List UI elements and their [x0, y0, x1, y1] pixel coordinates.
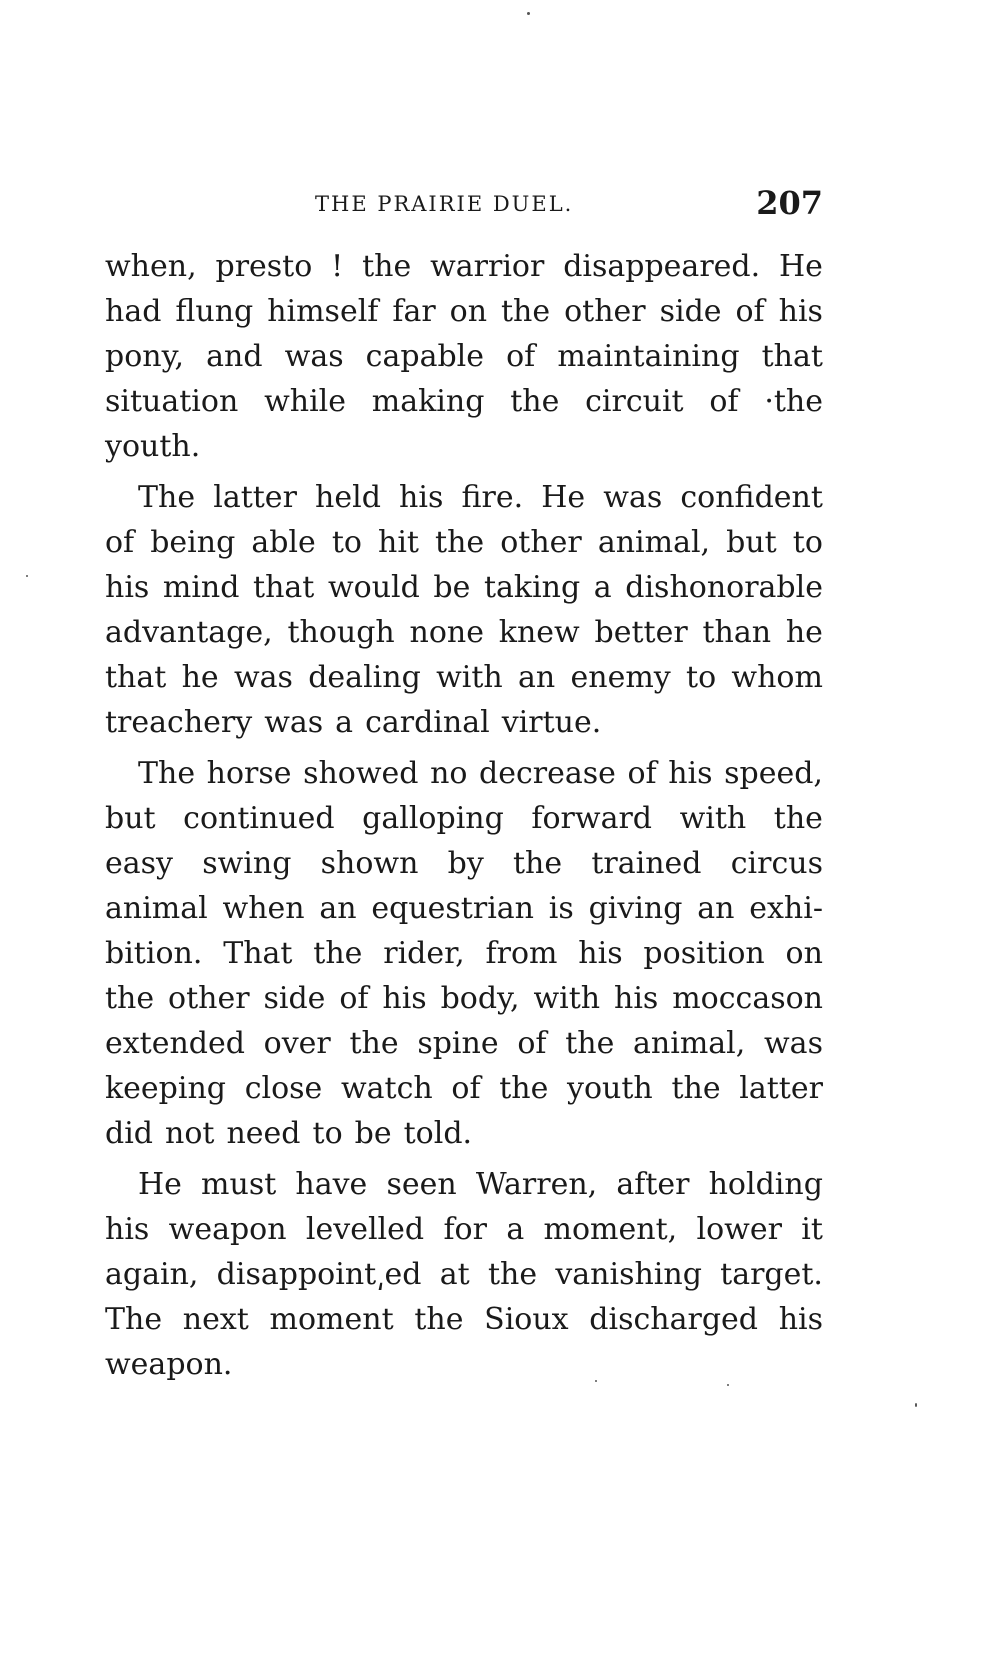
word: his: [105, 570, 150, 605]
word: that: [253, 570, 315, 605]
text-line: [105, 475, 823, 520]
word: hit: [378, 525, 419, 560]
text-line: [105, 1342, 823, 1387]
word: after: [616, 1167, 690, 1202]
word: had: [105, 294, 162, 329]
word: with: [436, 660, 503, 695]
text-line: [105, 1066, 823, 1111]
word: equestrian: [371, 891, 535, 926]
word: mind: [162, 570, 240, 605]
word: animal,: [597, 525, 711, 560]
text-line: [105, 1207, 823, 1252]
word: for: [443, 1212, 487, 1247]
word: horse: [206, 756, 292, 791]
word: a: [335, 705, 354, 740]
word: over: [263, 1026, 331, 1061]
word: the: [499, 1071, 549, 1106]
word: to: [331, 525, 362, 560]
body-text: [105, 244, 823, 1387]
word: flung: [175, 294, 254, 329]
text-line: [105, 931, 823, 976]
word: easy: [105, 846, 173, 881]
word: being: [150, 525, 236, 560]
word: was: [764, 1026, 823, 1061]
word: circus: [730, 846, 823, 881]
page-number: 207: [756, 184, 823, 222]
word: an: [319, 891, 357, 926]
word: the: [435, 525, 485, 560]
word: forward: [531, 801, 653, 836]
word: fire.: [461, 480, 524, 515]
word: is: [548, 891, 574, 926]
scan-speck: [915, 1403, 917, 1407]
word: was: [264, 705, 324, 740]
word: of: [451, 1071, 481, 1106]
word: knew: [498, 615, 580, 650]
word: levelled: [305, 1212, 425, 1247]
word: advantage,: [105, 615, 273, 650]
word: presto: [215, 249, 313, 284]
word: treachery: [105, 705, 253, 740]
word: latter: [739, 1071, 823, 1106]
word: by: [447, 846, 484, 881]
text-line: [105, 751, 823, 796]
word: not: [165, 1116, 215, 1151]
word: held: [315, 480, 381, 515]
word: it: [801, 1212, 823, 1247]
word: dealing: [308, 660, 421, 695]
text-line: [105, 379, 823, 424]
word: discharged: [589, 1302, 758, 1337]
word: did: [105, 1116, 154, 1151]
word: his: [382, 981, 427, 1016]
word: circuit: [585, 384, 684, 419]
word: !: [331, 249, 344, 284]
word: again,: [105, 1257, 199, 1292]
word: target.: [720, 1257, 823, 1292]
word: though: [287, 615, 395, 650]
word: That: [223, 936, 293, 971]
word: seen: [386, 1167, 457, 1202]
scan-speck: [595, 1380, 597, 1382]
word: Warren,: [475, 1167, 598, 1202]
word: speed,: [724, 756, 823, 791]
word: youth: [567, 1071, 653, 1106]
word: galloping: [362, 801, 504, 836]
word: the: [565, 1026, 615, 1061]
text-line: [105, 610, 823, 655]
word: of: [735, 294, 765, 329]
word: the: [349, 1026, 399, 1061]
word: pony,: [105, 339, 185, 374]
word: of: [339, 981, 369, 1016]
page-header: [105, 184, 823, 224]
text-line: [105, 976, 823, 1021]
word: body,: [440, 981, 520, 1016]
word: but: [726, 525, 777, 560]
text-line: [105, 1111, 823, 1156]
word: latter: [213, 480, 297, 515]
word: maintaining: [557, 339, 740, 374]
word: he: [181, 660, 219, 695]
word: must: [201, 1167, 277, 1202]
word: disappeared.: [563, 249, 761, 284]
word: whom: [731, 660, 823, 695]
text-line: [105, 1252, 823, 1297]
word: while: [264, 384, 347, 419]
text-line: [105, 424, 823, 469]
word: warrior: [430, 249, 545, 284]
word: the: [513, 846, 563, 881]
text-line: [105, 1162, 823, 1207]
word: He: [779, 249, 823, 284]
text-line: [105, 334, 823, 379]
word: a: [506, 1212, 525, 1247]
word: weapon.: [105, 1347, 233, 1382]
word: with: [533, 981, 601, 1016]
word: an: [518, 660, 556, 695]
word: side: [263, 981, 326, 1016]
word: The: [138, 480, 196, 515]
word: be: [354, 1116, 392, 1151]
word: to: [686, 660, 717, 695]
word: his: [399, 480, 444, 515]
word: shown: [320, 846, 419, 881]
scan-speck: [727, 1384, 729, 1386]
word: moment: [269, 1302, 394, 1337]
word: better: [594, 615, 688, 650]
word: no: [430, 756, 468, 791]
word: vanishing: [555, 1257, 702, 1292]
word: exhi-: [749, 891, 823, 926]
word: next: [182, 1302, 249, 1337]
word: himself: [267, 294, 379, 329]
paragraph: [105, 244, 823, 469]
word: told.: [403, 1116, 473, 1151]
word: watch: [340, 1071, 433, 1106]
word: decrease: [479, 756, 616, 791]
paragraph: [105, 751, 823, 1156]
word: the: [671, 1071, 721, 1106]
word: none: [409, 615, 485, 650]
word: the: [487, 1257, 538, 1292]
word: animal: [105, 891, 208, 926]
text-line: [105, 796, 823, 841]
text-line: [105, 841, 823, 886]
scan-speck: [26, 575, 28, 577]
word: his: [105, 1212, 150, 1247]
word: the: [414, 1302, 464, 1337]
word: of: [627, 756, 657, 791]
word: with: [679, 801, 747, 836]
word: spine: [417, 1026, 499, 1061]
word: at: [439, 1257, 470, 1292]
word: would: [327, 570, 420, 605]
running-head: THE PRAIRIE DUEL.: [315, 192, 574, 216]
word: of: [506, 339, 536, 374]
word: cardinal: [365, 705, 490, 740]
text-line: [105, 886, 823, 931]
word: ·the: [764, 384, 823, 419]
word: continued: [183, 801, 335, 836]
word: Sioux: [484, 1302, 569, 1337]
text-line: [105, 1297, 823, 1342]
word: the: [362, 249, 412, 284]
word: an: [697, 891, 735, 926]
word: need: [226, 1116, 301, 1151]
word: He: [541, 480, 586, 515]
word: on: [449, 294, 488, 329]
word: that: [761, 339, 823, 374]
word: on: [785, 936, 823, 971]
word: giving: [588, 891, 683, 926]
word: far: [392, 294, 436, 329]
word: of: [709, 384, 739, 419]
word: of: [105, 525, 135, 560]
word: confident: [680, 480, 823, 515]
word: the: [105, 981, 155, 1016]
word: animal,: [633, 1026, 746, 1061]
word: other: [564, 294, 646, 329]
word: his: [668, 756, 713, 791]
word: making: [371, 384, 485, 419]
word: the: [773, 801, 823, 836]
word: dishonorable: [625, 570, 823, 605]
word: his: [778, 294, 823, 329]
word: disappoint͵ed: [216, 1257, 422, 1292]
word: other: [500, 525, 582, 560]
word: lower: [696, 1212, 782, 1247]
word: keeping: [105, 1071, 227, 1106]
text-line: [105, 520, 823, 565]
word: to: [792, 525, 823, 560]
word: capable: [365, 339, 485, 374]
word: The: [105, 1302, 163, 1337]
word: position: [643, 936, 765, 971]
text-line: [105, 700, 823, 745]
word: The: [138, 756, 196, 791]
word: bition.: [105, 936, 203, 971]
word: other: [168, 981, 250, 1016]
word: trained: [591, 846, 702, 881]
word: rider,: [383, 936, 465, 971]
word: virtue.: [501, 705, 602, 740]
word: showed: [303, 756, 419, 791]
scan-speck: [527, 12, 530, 15]
text-line: [105, 289, 823, 334]
word: He: [138, 1167, 182, 1202]
text-line: [105, 244, 823, 289]
paragraph: [105, 475, 823, 745]
word: he: [785, 615, 823, 650]
word: from: [485, 936, 558, 971]
word: of: [517, 1026, 547, 1061]
word: his: [578, 936, 623, 971]
word: close: [244, 1071, 323, 1106]
text-line: [105, 655, 823, 700]
word: that: [105, 660, 167, 695]
word: was: [233, 660, 293, 695]
word: youth.: [105, 429, 201, 464]
word: the: [510, 384, 560, 419]
word: side: [659, 294, 722, 329]
word: moccason: [672, 981, 823, 1016]
word: weapon: [168, 1212, 287, 1247]
text-line: [105, 1021, 823, 1066]
word: his: [778, 1302, 823, 1337]
word: than: [702, 615, 772, 650]
word: the: [501, 294, 551, 329]
word: holding: [708, 1167, 823, 1202]
word: taking: [483, 570, 581, 605]
word: be: [433, 570, 471, 605]
word: moment,: [543, 1212, 678, 1247]
paragraph: [105, 1162, 823, 1387]
word: extended: [105, 1026, 245, 1061]
word: a: [593, 570, 612, 605]
word: was: [603, 480, 663, 515]
word: have: [295, 1167, 368, 1202]
word: but: [105, 801, 156, 836]
word: and: [206, 339, 263, 374]
word: his: [614, 981, 659, 1016]
text-line: [105, 565, 823, 610]
word: to: [312, 1116, 343, 1151]
word: when,: [105, 249, 197, 284]
word: when: [222, 891, 305, 926]
word: situation: [105, 384, 239, 419]
word: was: [284, 339, 344, 374]
word: the: [313, 936, 363, 971]
word: able: [251, 525, 316, 560]
word: enemy: [570, 660, 671, 695]
word: swing: [202, 846, 292, 881]
